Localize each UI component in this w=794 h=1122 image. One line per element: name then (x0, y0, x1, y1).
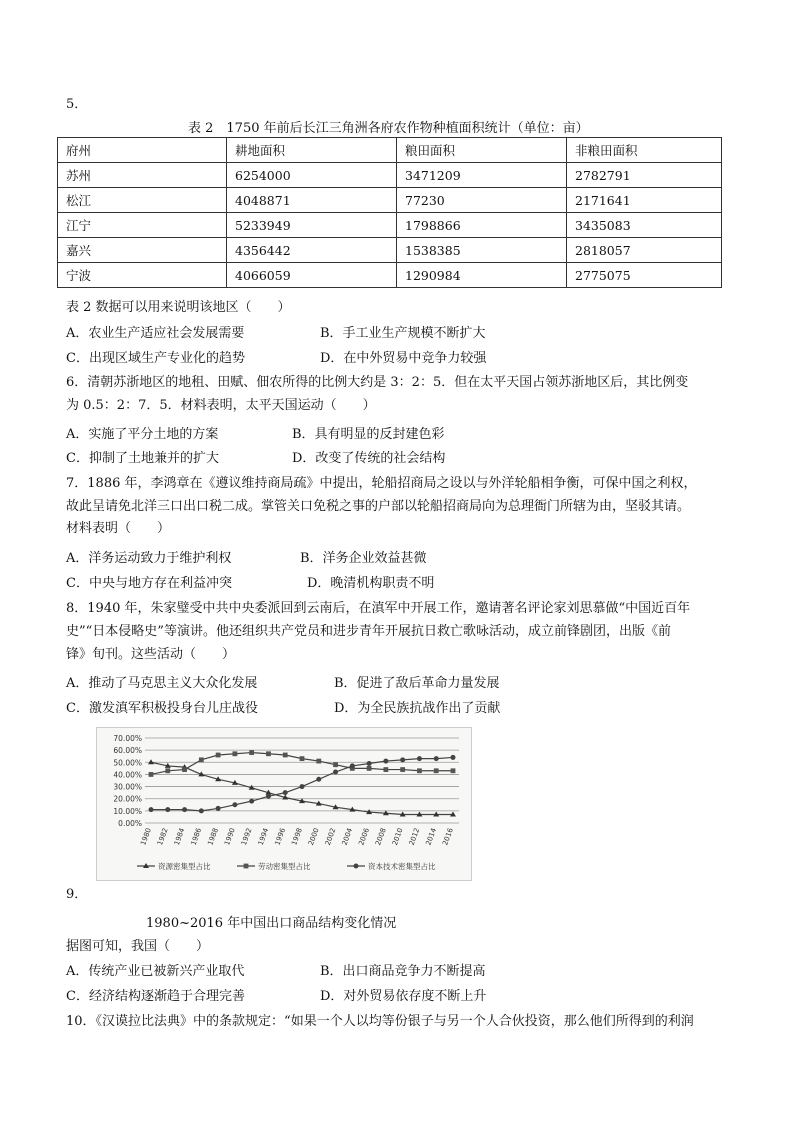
table-cell: 宁波 (58, 263, 227, 288)
q5-option-c: C．出现区域生产专业化的趋势 (66, 351, 245, 366)
y-tick-label: 0.00% (118, 819, 142, 828)
legend-marker (354, 864, 359, 869)
data-point (232, 802, 237, 807)
table-title: 表 2 1750 年前后长江三角洲各府农作物种植面积统计（单位：亩） (188, 121, 589, 136)
data-point (300, 756, 305, 761)
data-point (283, 753, 288, 758)
data-point (216, 753, 221, 758)
x-tick-label: 1996 (273, 826, 288, 847)
q6-stem-line2: 为 0.5：2：7．5．材料表明，太平天国运动（ ） (66, 398, 376, 413)
x-tick-label: 2010 (390, 826, 405, 847)
x-tick-label: 2000 (307, 826, 321, 847)
q5-option-a: A．农业生产适应社会发展需要 (66, 326, 245, 341)
y-tick-label: 60.00% (113, 746, 142, 756)
table-cell: 3471209 (397, 163, 567, 188)
q7-option-c: C．中央与地方存在利益冲突 (66, 576, 232, 591)
x-tick-label: 1986 (189, 826, 204, 847)
x-tick-label: 1980 (139, 826, 153, 847)
table-cell: 77230 (397, 188, 567, 213)
data-point (383, 767, 388, 772)
data-point (266, 794, 271, 799)
data-point (199, 808, 204, 813)
data-point (266, 751, 271, 756)
q6-option-b: B．具有明显的反封建色彩 (292, 427, 445, 442)
table-cell: 4048871 (227, 188, 397, 213)
x-tick-label: 1988 (206, 826, 220, 847)
x-tick-label: 1992 (239, 826, 254, 847)
q7-stem-line2: 故此呈请免北洋三口出口税二成。掌管关口免税之事的户部以轮船招商局向为总理衙门所辖为由，坚驳其请。 (66, 499, 691, 514)
q7-stem-line3: 材料表明（ ） (66, 521, 171, 536)
table-cell: 4356442 (227, 238, 397, 263)
data-point (149, 807, 154, 812)
table-header-row (58, 138, 722, 163)
q8-option-b: B．促进了敌后革命力量发展 (334, 676, 500, 691)
x-tick-label: 2016 (441, 826, 455, 847)
q8-stem-line3: 锋》旬刊。这些活动（ ） (66, 647, 236, 662)
table-cell: 1290984 (397, 263, 567, 288)
data-point (400, 757, 405, 762)
data-point (417, 768, 422, 773)
table-row (58, 213, 722, 238)
x-tick-label: 2008 (374, 826, 388, 847)
q5-number: 5． (66, 97, 88, 112)
data-point (199, 757, 204, 762)
data-point (165, 768, 170, 773)
q8-option-a: A．推动了马克思主义大众化发展 (66, 676, 258, 691)
table-row (58, 263, 722, 288)
data-point (367, 766, 372, 771)
data-point (451, 768, 456, 773)
q7-option-b: B．洋务企业效益甚微 (300, 551, 427, 566)
table-cell: 1798866 (397, 213, 567, 238)
q6-option-c: C．抑制了土地兼并的扩大 (66, 451, 219, 466)
table-row (58, 238, 722, 263)
q7-option-a: A．洋务运动致力于维护利权 (66, 551, 232, 566)
table-cell: 2171641 (567, 188, 722, 213)
x-tick-label: 1994 (256, 826, 271, 847)
data-point (182, 767, 187, 772)
data-point (232, 751, 237, 756)
data-point (434, 768, 439, 773)
series-line (151, 753, 453, 775)
chart-caption: 1980~2016 年中国出口商品结构变化情况 (146, 916, 397, 931)
data-point (383, 759, 388, 764)
y-tick-label: 50.00% (113, 758, 142, 768)
x-tick-label: 1998 (290, 826, 304, 847)
y-tick-label: 70.00% (113, 734, 142, 743)
legend-label: 资源密集型占比 (158, 862, 211, 871)
x-tick-label: 1982 (156, 826, 170, 847)
data-point (249, 750, 254, 755)
table-header-cell: 府州 (58, 138, 227, 163)
table-row (58, 163, 722, 188)
legend-label: 资本技术密集型占比 (368, 862, 436, 871)
q6-stem-line1: 6．清朝苏浙地区的地租、田赋、佃农所得的比例大约是 3：2：5．但在太平天国占领苏浙地区后，其比例变 (66, 375, 689, 390)
q7-stem-line1: 7．1886 年，李鸿章在《遵议维持商局疏》中提出，轮船招商局之设以与外洋轮船相争衡，可保中国之利权， (66, 476, 697, 491)
y-tick-label: 30.00% (113, 782, 142, 792)
data-point (148, 759, 154, 764)
y-tick-label: 20.00% (113, 794, 142, 804)
data-point (216, 806, 221, 811)
q10-stem-line1: 10．《汉谟拉比法典》中的条款规定：“如果一个人以均等份银子与另一个人合伙投资，那么他们所得到的利润 (66, 1014, 694, 1029)
chart-svg (97, 728, 471, 880)
table-header-cell: 粮田面积 (397, 138, 567, 163)
data-point (350, 763, 355, 768)
x-tick-label: 2002 (323, 826, 338, 847)
x-tick-label: 2012 (407, 826, 422, 847)
q8-option-d: D．为全民族抗战作出了贡献 (334, 701, 501, 716)
data-point (300, 784, 305, 789)
data-point (149, 772, 154, 777)
legend-marker (244, 864, 249, 869)
y-tick-label: 10.00% (113, 806, 142, 816)
table-cell: 2775075 (567, 263, 722, 288)
q8-option-c: C．激发滇军积极投身台儿庄战役 (66, 701, 258, 716)
table-cell: 2818057 (567, 238, 722, 263)
q6-option-d: D．改变了传统的社会结构 (292, 451, 446, 466)
x-tick-label: 2014 (424, 826, 439, 847)
table-header-cell: 耕地面积 (227, 138, 397, 163)
q5-option-b: B．手工业生产规模不断扩大 (320, 326, 486, 341)
y-tick-label: 40.00% (113, 770, 142, 780)
data-point (165, 807, 170, 812)
x-tick-label: 1984 (172, 826, 187, 847)
x-tick-label: 1990 (223, 826, 237, 847)
export-structure-chart (96, 727, 472, 881)
table-cell: 4066059 (227, 263, 397, 288)
data-point (367, 761, 372, 766)
q7-option-d: D．晚清机构职责不明 (307, 576, 435, 591)
q8-stem-line2: 史”“日本侵略史”等演讲。他还组织共产党员和进步青年开展抗日救亡歌咏活动，成立前锋剧团，出版《前 (66, 624, 671, 639)
q5-option-d: D．在中外贸易中竞争力较强 (320, 351, 487, 366)
table-cell: 3435083 (567, 213, 722, 238)
data-point (316, 777, 321, 782)
table-cell: 苏州 (58, 163, 227, 188)
data-point (182, 807, 187, 812)
q8-stem-line1: 8．1940 年，朱家璧受中共中央委派回到云南后，在滇军中开展工作，邀请著名评论家刘思慕做“中国近百年 (66, 601, 691, 616)
data-point (333, 762, 338, 767)
data-point (434, 756, 439, 761)
x-tick-label: 2006 (357, 826, 371, 847)
legend-label: 劳动密集型占比 (258, 862, 311, 871)
data-point (400, 767, 405, 772)
table-cell: 5233949 (227, 213, 397, 238)
q9-option-d: D．对外贸易依存度不断上升 (320, 989, 487, 1004)
data-point (333, 770, 338, 775)
q9-number: 9． (66, 887, 88, 902)
table-cell: 江宁 (58, 213, 227, 238)
x-tick-label: 2004 (340, 826, 355, 847)
table-cell: 1538385 (397, 238, 567, 263)
data-point (417, 756, 422, 761)
data-point (316, 759, 321, 764)
planting-area-table (57, 137, 722, 288)
table-header-cell: 非粮田面积 (567, 138, 722, 163)
q9-option-b: B．出口商品竞争力不断提高 (320, 964, 486, 979)
q6-option-a: A．实施了平分土地的方案 (66, 427, 219, 442)
table-cell: 6254000 (227, 163, 397, 188)
table-row (58, 188, 722, 213)
table-cell: 松江 (58, 188, 227, 213)
data-point (451, 755, 456, 760)
q5-stem: 表 2 数据可以用来说明该地区（ ） (66, 300, 291, 315)
q9-option-c: C．经济结构逐渐趋于合理完善 (66, 989, 245, 1004)
table-cell: 2782791 (567, 163, 722, 188)
table-cell: 嘉兴 (58, 238, 227, 263)
q9-stem: 据图可知，我国（ ） (66, 939, 210, 954)
data-point (249, 799, 254, 804)
q9-option-a: A．传统产业已被新兴产业取代 (66, 964, 245, 979)
data-point (283, 790, 288, 795)
